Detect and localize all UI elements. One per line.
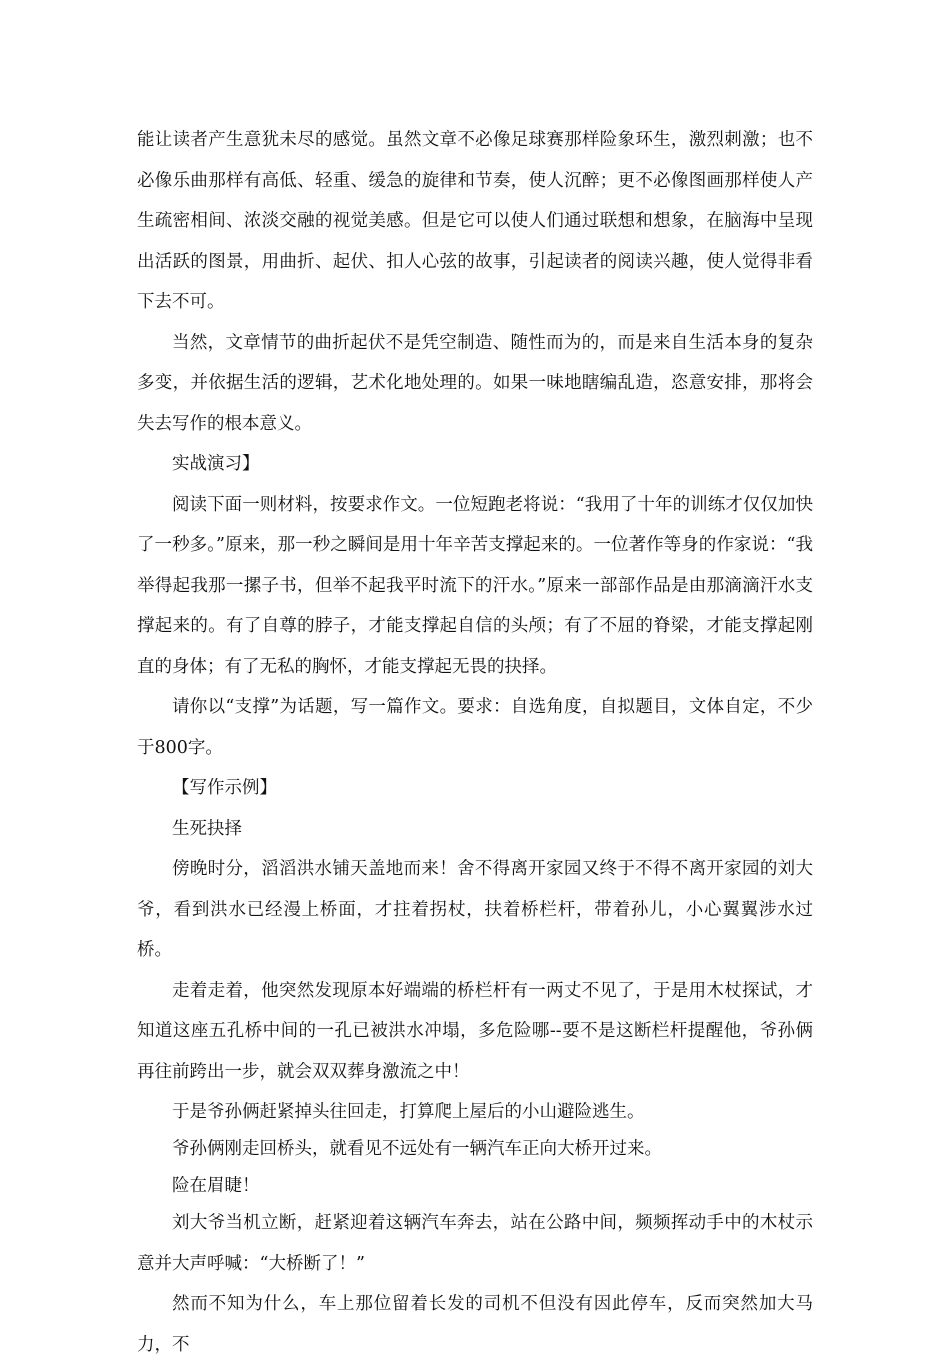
paragraph-plot-note: 当然，文章情节的曲折起伏不是凭空制造、随性而为的，而是来自生活本身的复杂多变，并依据生活的逻辑，艺术化地处理的。如果一味地瞎编乱造，恣意安排，那将会失去写作的根本意义。: [137, 332, 813, 434]
essay-paragraph: 走着走着，他突然发现原本好端端的桥栏杆有一两丈不见了，于是用木杖探试，才知道这座五孔桥中间的一孔已被洪水冲塌，多危险哪--要不是这断栏杆提醒他，爷孙俩再往前跨出一步，就会双双葬身激流之中！: [137, 980, 813, 1082]
essay-paragraph: 刘大爷当机立断，赶紧迎着这辆汽车奔去，站在公路中间，频频挥动手中的木杖示意并大声呼喊：“大桥断了！”: [137, 1213, 813, 1274]
section-heading-practice: 实战演习】: [172, 454, 260, 474]
paragraph-assignment: 请你以“支撑”为话题，写一篇作文。要求：自选角度，自拟题目，文体自定，不少于800字。: [137, 697, 813, 758]
essay-paragraph: 于是爷孙俩赶紧掉头往回走，打算爬上屋后的小山避险逃生。: [172, 1102, 645, 1122]
document-body: [137, 120, 813, 1365]
essay-paragraph: 傍晚时分，滔滔洪水铺天盖地而来！舍不得离开家园又终于不得不离开家园的刘大爷，看到洪水已经漫上桥面，才拄着拐杖，扶着桥栏杆，带着孙儿，小心翼翼涉水过桥。: [137, 859, 813, 960]
paragraph-continuation: 能让读者产生意犹未尽的感觉。虽然文章不必像足球赛那样险象环生，激烈刺激；也不必像乐曲那样有高低、轻重、缓急的旋律和节奏，使人沉醉；更不必像图画那样使人产生疏密相间、浓淡交融的视觉美感。但是它可以使人们通过联想和想象，在脑海中呈现出活跃的图景，用曲折、起伏、扣人心弦的故事，引起读者的阅读兴趣，使人觉得非看下去不可。: [137, 130, 813, 312]
essay-paragraph: 爷孙俩刚走回桥头，就看见不远处有一辆汽车正向大桥开过来。: [172, 1139, 662, 1159]
essay-title: 生死抉择: [172, 818, 242, 839]
essay-paragraph: 然而不知为什么，车上那位留着长发的司机不但没有因此停车，反而突然加大马力，不: [137, 1294, 813, 1355]
essay-paragraph: 险在眉睫！: [172, 1176, 260, 1196]
section-heading-example: 【写作示例】: [172, 778, 277, 798]
paragraph-material: 阅读下面一则材料，按要求作文。一位短跑老将说：“我用了十年的训练才仅仅加快了一秒多。”原来，那一秒之瞬间是用十年辛苦支撑起来的。一位著作等身的作家说：“我举得起我那一摞子书，但举不起我平时流下的汗水。”原来一部部作品是由那滴滴汗水支撑起来的。有了自尊的脖子，才能支撑起自信的头颅；有了不屈的脊梁，才能支撑起刚直的身体；有了无私的胸怀，才能支撑起无畏的抉择。: [137, 494, 813, 677]
